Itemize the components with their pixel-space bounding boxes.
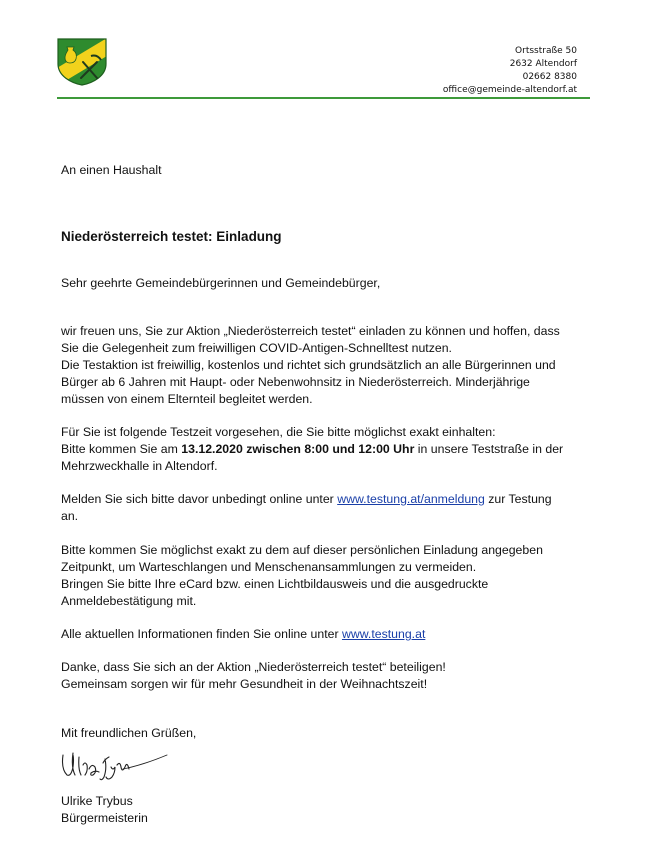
paragraph-line: Die Testaktion ist freiwillig, kostenlos und richtet sich grundsätzlich an alle Bürgerinnen und <box>61 358 556 372</box>
information-pre: Alle aktuellen Informationen finden Sie online unter <box>61 627 342 641</box>
information-link[interactable]: www.testung.at <box>341 627 426 641</box>
paragraph-line: Zeitpunkt, um Warteschlangen und Menschenansammlungen zu vermeiden. <box>61 560 477 574</box>
appointment-pre: Bitte kommen Sie am <box>61 442 182 456</box>
letter-subject: Niederösterreich testet: Einladung <box>61 229 282 244</box>
paragraph-line: Mehrzweckhalle in Altendorf. <box>61 459 218 473</box>
paragraph-line: an. <box>61 509 79 523</box>
information-line <box>61 626 425 643</box>
registration-post: zur Testung <box>484 492 552 506</box>
closing: Mit freundlichen Grüßen, <box>61 726 197 740</box>
registration-pre: Melden Sie sich bitte davor unbedingt online unter <box>61 492 338 506</box>
salutation: Sehr geehrte Gemeindebürgerinnen und Gemeindebürger, <box>61 276 381 290</box>
address-phone: 02662 8380 <box>522 72 577 82</box>
paragraph-line: Sie die Gelegenheit zum freiwilligen COVID-Antigen-Schnelltest nutzen. <box>61 341 452 355</box>
coat-of-arms-icon <box>57 38 107 86</box>
letterhead-divider <box>57 97 590 99</box>
paragraph-line: Anmeldebestätigung mit. <box>61 594 197 608</box>
appointment-line <box>61 441 563 458</box>
paragraph-line: müssen von einem Elternteil begleitet werden. <box>61 392 313 406</box>
recipient-line: An einen Haushalt <box>61 163 162 177</box>
registration-line <box>61 491 552 508</box>
handwritten-signature <box>57 747 177 787</box>
paragraph-line: wir freuen uns, Sie zur Aktion „Niederösterreich testet“ einladen zu können und hoffen, dass <box>61 324 560 338</box>
registration-link[interactable]: www.testung.at/anmeldung <box>337 492 485 506</box>
address-email: office@gemeinde-altendorf.at <box>442 85 577 95</box>
paragraph-line: Bitte kommen Sie möglichst exakt zu dem auf dieser persönlichen Einladung angegeben <box>61 543 543 557</box>
address-city: 2632 Altendorf <box>509 59 577 69</box>
paragraph-line: Gemeinsam sorgen wir für mehr Gesundheit in der Weihnachtszeit! <box>61 677 428 691</box>
letterhead-address <box>443 45 577 97</box>
appointment-post: in unsere Teststraße in der <box>414 442 564 456</box>
signer-title: Bürgermeisterin <box>61 811 148 825</box>
signer-name: Ulrike Trybus <box>61 794 133 808</box>
paragraph-line: Danke, dass Sie sich an der Aktion „Niederösterreich testet“ beteiligen! <box>61 660 446 674</box>
paragraph-line: Bringen Sie bitte Ihre eCard bzw. einen Lichtbildausweis und die ausgedruckte <box>61 577 489 591</box>
appointment-time: 13.12.2020 zwischen 8:00 und 12:00 Uhr <box>181 442 415 456</box>
address-street: Ortsstraße 50 <box>515 46 577 56</box>
paragraph-line: Für Sie ist folgende Testzeit vorgesehen, die Sie bitte möglichst exakt einhalten: <box>61 425 496 439</box>
paragraph-line: Bürger ab 6 Jahren mit Haupt- oder Nebenwohnsitz in Niederösterreich. Minderjährige <box>61 375 530 389</box>
